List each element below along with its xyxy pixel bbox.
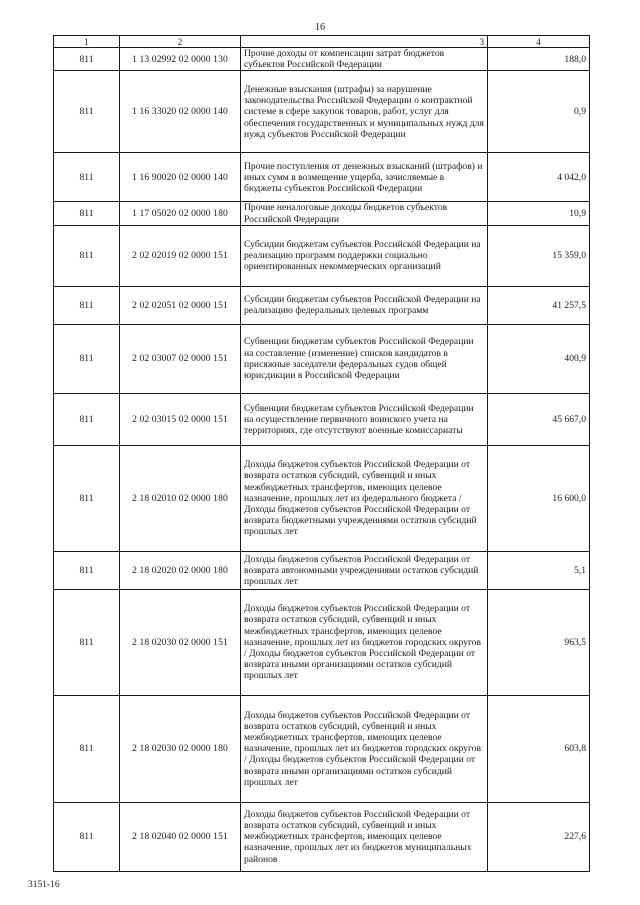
- revenue-name-cell: Прочие поступления от денежных взысканий (штрафов) и иных сумм в возмещение ущерба, зачисляемые в бюджеты субъектов Российской Федерации: [241, 153, 488, 202]
- revenue-name-cell: Денежные взыскания (штрафы) за нарушение законодательства Российской Федерации о контрактной системе в сфере закупок товаров, работ, услуг для обеспечения государственных и муниципальных нужд для нужд субъектов Российской Федерации: [241, 71, 488, 153]
- revenue-table: [53, 35, 590, 872]
- table-row: [54, 445, 590, 551]
- budget-classification-code-cell: 2 02 03015 02 0000 151: [120, 393, 241, 445]
- amount-cell: 188,0: [488, 48, 590, 71]
- revenue-name-cell: Доходы бюджетов субъектов Российской Федерации от возврата автономными учреждениями остатков субсидий прошлых лет: [241, 551, 488, 589]
- revenue-name-cell: Доходы бюджетов субъектов Российской Федерации от возврата остатков субсидий, субвенций и иных межбюджетных трансфертов, имеющих целевое назначение, прошлых лет из федерального бюджета / Доходы бюджетов субъектов Российской Федерации от возврата бюджетными учреждениями остатков субсидий прошлых лет: [241, 445, 488, 551]
- amount-cell: 4 042,0: [488, 153, 590, 202]
- table-row: [54, 551, 590, 589]
- amount-cell: 963,5: [488, 589, 590, 695]
- admin-code-cell: 811: [54, 225, 120, 286]
- budget-classification-code-cell: 2 18 02030 02 0000 151: [120, 589, 241, 695]
- budget-classification-code-cell: 2 02 03007 02 0000 151: [120, 324, 241, 393]
- revenue-name-cell: Прочие неналоговые доходы бюджетов субъектов Российской Федерации: [241, 202, 488, 225]
- admin-code-cell: 811: [54, 286, 120, 324]
- table-row: [54, 153, 590, 202]
- revenue-name-cell: Доходы бюджетов субъектов Российской Федерации от возврата остатков субсидий, субвенций и иных межбюджетных трансфертов, имеющих целевое назначение, прошлых лет из бюджетов городских округов / Доходы бюджетов субъектов Российской Федерации от возврата иными организациями остатков субсидий прошлых лет: [241, 589, 488, 695]
- table-row: [54, 393, 590, 445]
- page-number: 16: [315, 22, 325, 33]
- admin-code-cell: 811: [54, 589, 120, 695]
- document-code: 3151-16: [28, 880, 60, 890]
- amount-cell: 45 667,0: [488, 393, 590, 445]
- admin-code-cell: 811: [54, 695, 120, 802]
- revenue-name-cell: Субвенции бюджетам субъектов Российской Федерации на осуществление первичного воинского учета на территориях, где отсутствуют военные комиссариаты: [241, 393, 488, 445]
- admin-code-cell: 811: [54, 71, 120, 153]
- revenue-name-cell: Субсидии бюджетам субъектов Российской Федерации на реализацию федеральных целевых программ: [241, 286, 488, 324]
- budget-classification-code-cell: 1 16 90020 02 0000 140: [120, 153, 241, 202]
- budget-classification-code-cell: 2 02 02051 02 0000 151: [120, 286, 241, 324]
- revenue-name-cell: Субвенции бюджетам субъектов Российской Федерации на составление (изменение) списков кандидатов в присяжные заседатели федеральных судов общей юрисдикции в Российской Федерации: [241, 324, 488, 393]
- amount-cell: 227,6: [488, 802, 590, 871]
- amount-cell: 41 257,5: [488, 286, 590, 324]
- table-row: [54, 589, 590, 695]
- table-header-row: [54, 36, 590, 48]
- amount-cell: 10,9: [488, 202, 590, 225]
- budget-classification-code-cell: 2 18 02020 02 0000 180: [120, 551, 241, 589]
- amount-cell: 400,9: [488, 324, 590, 393]
- budget-classification-code-cell: 1 13 02992 02 0000 130: [120, 48, 241, 71]
- admin-code-cell: 811: [54, 393, 120, 445]
- table-row: [54, 225, 590, 286]
- budget-classification-code-cell: 2 02 02019 02 0000 151: [120, 225, 241, 286]
- table-row: [54, 695, 590, 802]
- amount-cell: 15 359,0: [488, 225, 590, 286]
- column-header-2: 2: [120, 36, 241, 48]
- table-row: [54, 324, 590, 393]
- admin-code-cell: 811: [54, 48, 120, 71]
- table-row: [54, 48, 590, 71]
- amount-cell: 0,9: [488, 71, 590, 153]
- table-row: [54, 802, 590, 871]
- column-header-4: 4: [488, 36, 590, 48]
- admin-code-cell: 811: [54, 802, 120, 871]
- table-row: [54, 202, 590, 225]
- table-row: [54, 71, 590, 153]
- revenue-name-cell: Субсидии бюджетам субъектов Российской Федерации на реализацию программ поддержки социально ориентированных некоммерческих организаций: [241, 225, 488, 286]
- table-row: [54, 286, 590, 324]
- budget-classification-code-cell: 2 18 02010 02 0000 180: [120, 445, 241, 551]
- revenue-name-cell: Доходы бюджетов субъектов Российской Федерации от возврата остатков субсидий, субвенций и иных межбюджетных трансфертов, имеющих целевое назначение, прошлых лет из бюджетов городских округов / Доходы бюджетов субъектов Российской Федерации от возврата иными организациями остатков субсидий прошлых лет: [241, 695, 488, 802]
- admin-code-cell: 811: [54, 324, 120, 393]
- budget-classification-code-cell: 2 18 02040 02 0000 151: [120, 802, 241, 871]
- admin-code-cell: 811: [54, 551, 120, 589]
- amount-cell: 603,8: [488, 695, 590, 802]
- admin-code-cell: 811: [54, 202, 120, 225]
- budget-classification-code-cell: 2 18 02030 02 0000 180: [120, 695, 241, 802]
- column-header-1: 1: [54, 36, 120, 48]
- amount-cell: 16 600,0: [488, 445, 590, 551]
- amount-cell: 5,1: [488, 551, 590, 589]
- admin-code-cell: 811: [54, 445, 120, 551]
- budget-classification-code-cell: 1 16 33020 02 0000 140: [120, 71, 241, 153]
- admin-code-cell: 811: [54, 153, 120, 202]
- column-header-3: 3: [241, 36, 488, 48]
- budget-classification-code-cell: 1 17 05020 02 0000 180: [120, 202, 241, 225]
- revenue-name-cell: Доходы бюджетов субъектов Российской Федерации от возврата остатков субсидий, субвенций и иных межбюджетных трансфертов, имеющих целевое назначение, прошлых лет из бюджетов муниципальных районов: [241, 802, 488, 871]
- revenue-name-cell: Прочие доходы от компенсации затрат бюджетов субъектов Российской Федерации: [241, 48, 488, 71]
